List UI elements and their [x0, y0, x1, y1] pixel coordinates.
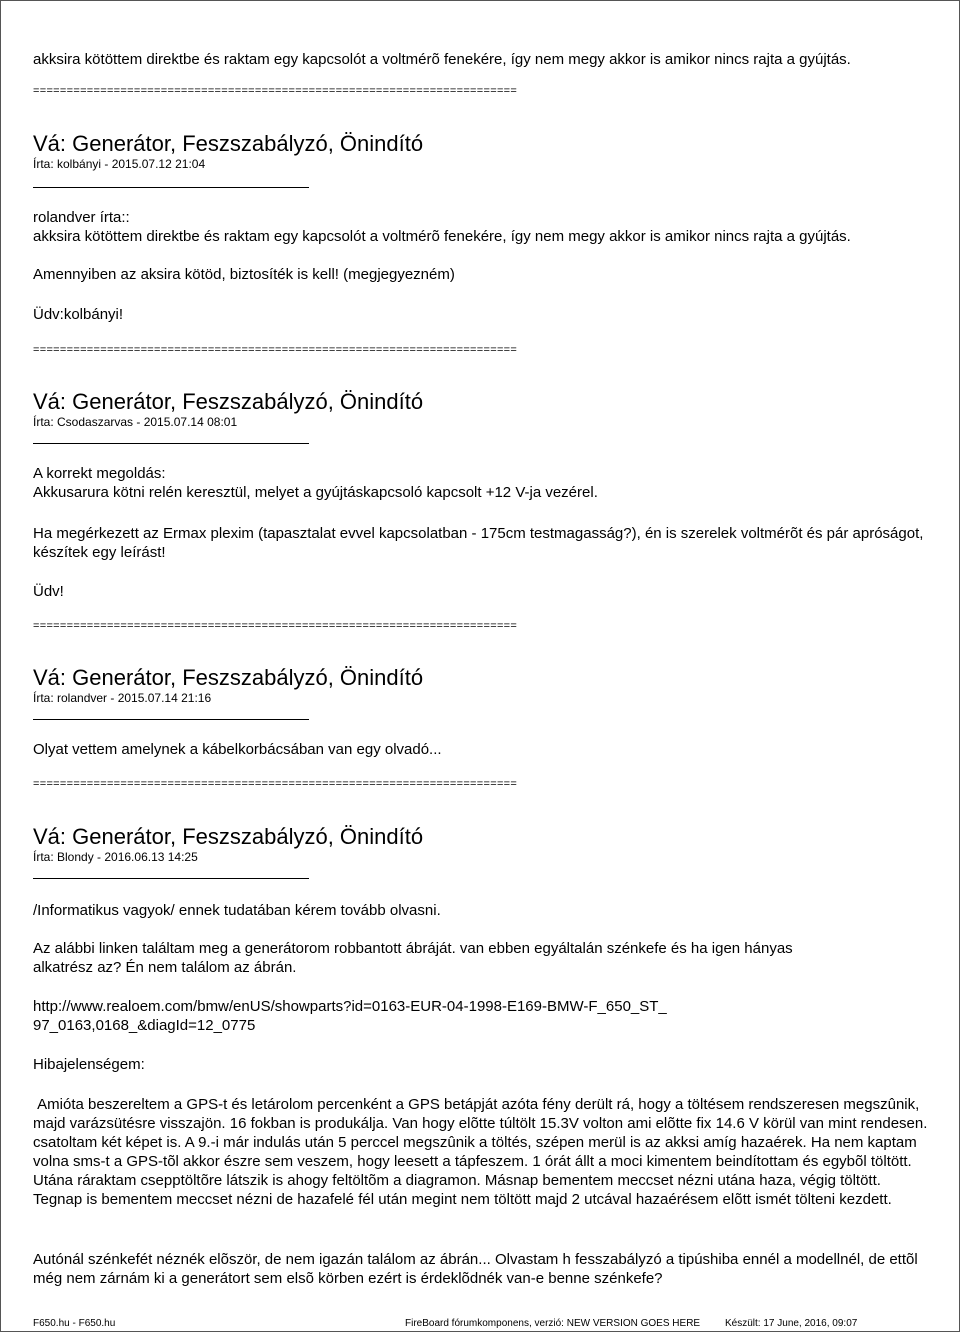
post-meta: Írta: Csodaszarvas - 2015.07.14 08:01: [33, 415, 238, 429]
post-meta: Írta: Blondy - 2016.06.13 14:25: [33, 850, 198, 864]
post-paragraph: Amióta beszereltem a GPS-t és letárolom percenként a GPS betápját azóta fény derült rá, hogy a töltésem rendszeresen megszûnik, majd varázsütésre visszajön. 16 fokban is produkálja. Van hogy elõtte túltölt 15.3V volton ami elõtte fix 14.6 V körül van mint rendesen. csatoltam két képet is. A 9.-i már indulás után 5 perccel megszûnik a töltés, szépen merül is az akksi amíg hazaérek. Ha nem kaptam volna sms-t a GPS-tõl akkor észre sem veszem, hogy leesett a tápfeszem. 1 órát állt a moci kimentem beindítottam és egybõl töltött. Utána ráraktam csepptöltõre látszik is ahogy feltöltõm a diagramon. Másnap bementem meccset nézni utána haza, végig töltött. Tegnap is bementem meccset nézni de hazafelé fél után megint nem töltött majd 2 utcával hazaérésem elõtt ismét tölteni kezdett.: [33, 1096, 932, 1208]
post-title: Vá: Generátor, Feszszabályzó, Önindító: [33, 824, 424, 849]
footer-site: F650.hu - F650.hu: [33, 1318, 116, 1329]
post-title: Vá: Generátor, Feszszabályzó, Önindító: [33, 665, 424, 690]
footer-component: FireBoard fórumkomponens, verzió: NEW VERSION GOES HERE: [405, 1318, 701, 1329]
quote-text: akksira kötöttem direktbe és raktam egy kapcsolót a voltmérõ fenekére, így nem megy akkor is amikor nincs rajta a gyújtás.: [33, 228, 851, 245]
post-divider: [33, 878, 309, 879]
post-divider: [33, 187, 309, 188]
post-title: Vá: Generátor, Feszszabályzó, Önindító: [33, 131, 424, 156]
post-line: Akkusarura kötni relén keresztül, melyet a gyújtáskapcsoló kapcsolt +12 V-ja vezérel.: [33, 484, 598, 501]
post-link[interactable]: http://www.realoem.com/bmw/enUS/showparts?id=0163-EUR-04-1998-E169-BMW-F_650_ST_97_0163,0168_&diagId=12_0775: [33, 998, 667, 1034]
separator: ========================================================================: [33, 778, 518, 790]
post-paragraph: Olyat vettem amelynek a kábelkorbácsában van egy olvadó...: [33, 741, 442, 758]
post-line: A korrekt megoldás:: [33, 465, 166, 482]
post-title: Vá: Generátor, Feszszabályzó, Önindító: [33, 389, 424, 414]
post-paragraph: Hibajelenségem:: [33, 1056, 145, 1073]
post-paragraph: Az alábbi linken találtam meg a generátorom robbantott ábráját. van ebben egyáltalán szénkefe és ha igen hányas alkatrész az? Én nem találom az ábrán.: [33, 940, 793, 976]
post-paragraph: /Informatikus vagyok/ ennek tudatában kérem tovább olvasni.: [33, 902, 441, 919]
separator: ========================================================================: [33, 620, 518, 632]
post-meta: Írta: rolandver - 2015.07.14 21:16: [33, 691, 212, 705]
post-divider: [33, 443, 309, 444]
footer-generated: Készült: 17 June, 2016, 09:07: [725, 1318, 858, 1329]
separator: ========================================================================: [33, 85, 518, 97]
quote-header: rolandver írta::: [33, 209, 130, 226]
post-paragraph: Ha megérkezett az Ermax plexim (tapasztalat evvel kapcsolatban - 175cm testmagasság?), én is szerelek voltmérõt és pár apróságot, készítek egy leírást!: [33, 525, 924, 561]
intro-line: akksira kötöttem direktbe és raktam egy kapcsolót a voltmérõ fenekére, így nem megy akkor is amikor nincs rajta a gyújtás.: [33, 51, 851, 68]
post-meta: Írta: kolbányi - 2015.07.12 21:04: [33, 157, 206, 171]
post-paragraph: Üdv:kolbányi!: [33, 306, 124, 323]
post-paragraph: Üdv!: [33, 583, 64, 600]
post-paragraph: Autónál szénkefét néznék elõször, de nem igazán találom az ábrán... Olvastam h fesszabályzó a tipúshiba ennél a modellnél, de ettõl még nem zárnám ki a generátort sem elsõ körben ezért is érdeklõdnék van-e benne szénkefe?: [33, 1251, 918, 1287]
post-paragraph: Amennyiben az aksira kötöd, biztosíték is kell! (megjegyezném): [33, 266, 455, 283]
separator: ========================================================================: [33, 344, 518, 356]
post-divider: [33, 719, 309, 720]
